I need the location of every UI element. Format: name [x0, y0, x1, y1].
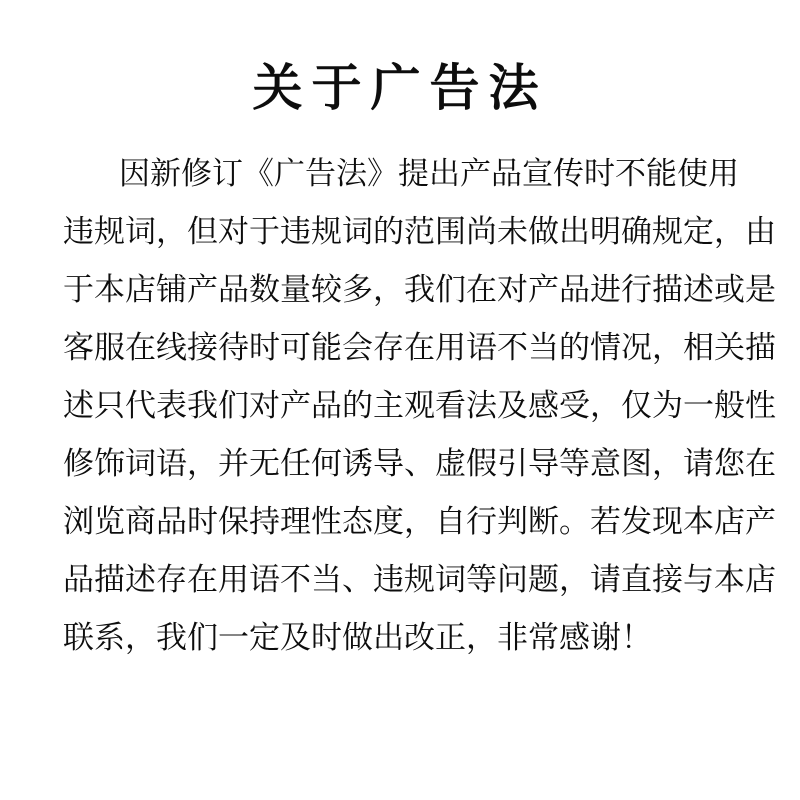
- page-title: 关于广告法: [252, 60, 548, 116]
- notice-line: 客服在线接待时可能会存在用语不当的情况，相关描: [63, 330, 776, 365]
- notice-line: 修饰词语，并无任何诱导、虚假引导等意图，请您在: [63, 446, 776, 481]
- notice-line: 于本店铺产品数量较多，我们在对产品进行描述或是: [63, 272, 776, 307]
- notice-line: 品描述存在用语不当、违规词等问题，请直接与本店: [63, 562, 776, 597]
- notice-line: 述只代表我们对产品的主观看法及感受，仅为一般性: [63, 388, 776, 423]
- notice-line: 因新修订《广告法》提出产品宣传时不能使用: [119, 156, 739, 191]
- notice-line: 违规词，但对于违规词的范围尚未做出明确规定，由: [63, 214, 776, 249]
- notice-line: 联系，我们一定及时做出改正，非常感谢！: [63, 620, 652, 655]
- notice-paragraph: [63, 145, 776, 667]
- notice-line: 浏览商品时保持理性态度，自行判断。若发现本店产: [63, 504, 776, 539]
